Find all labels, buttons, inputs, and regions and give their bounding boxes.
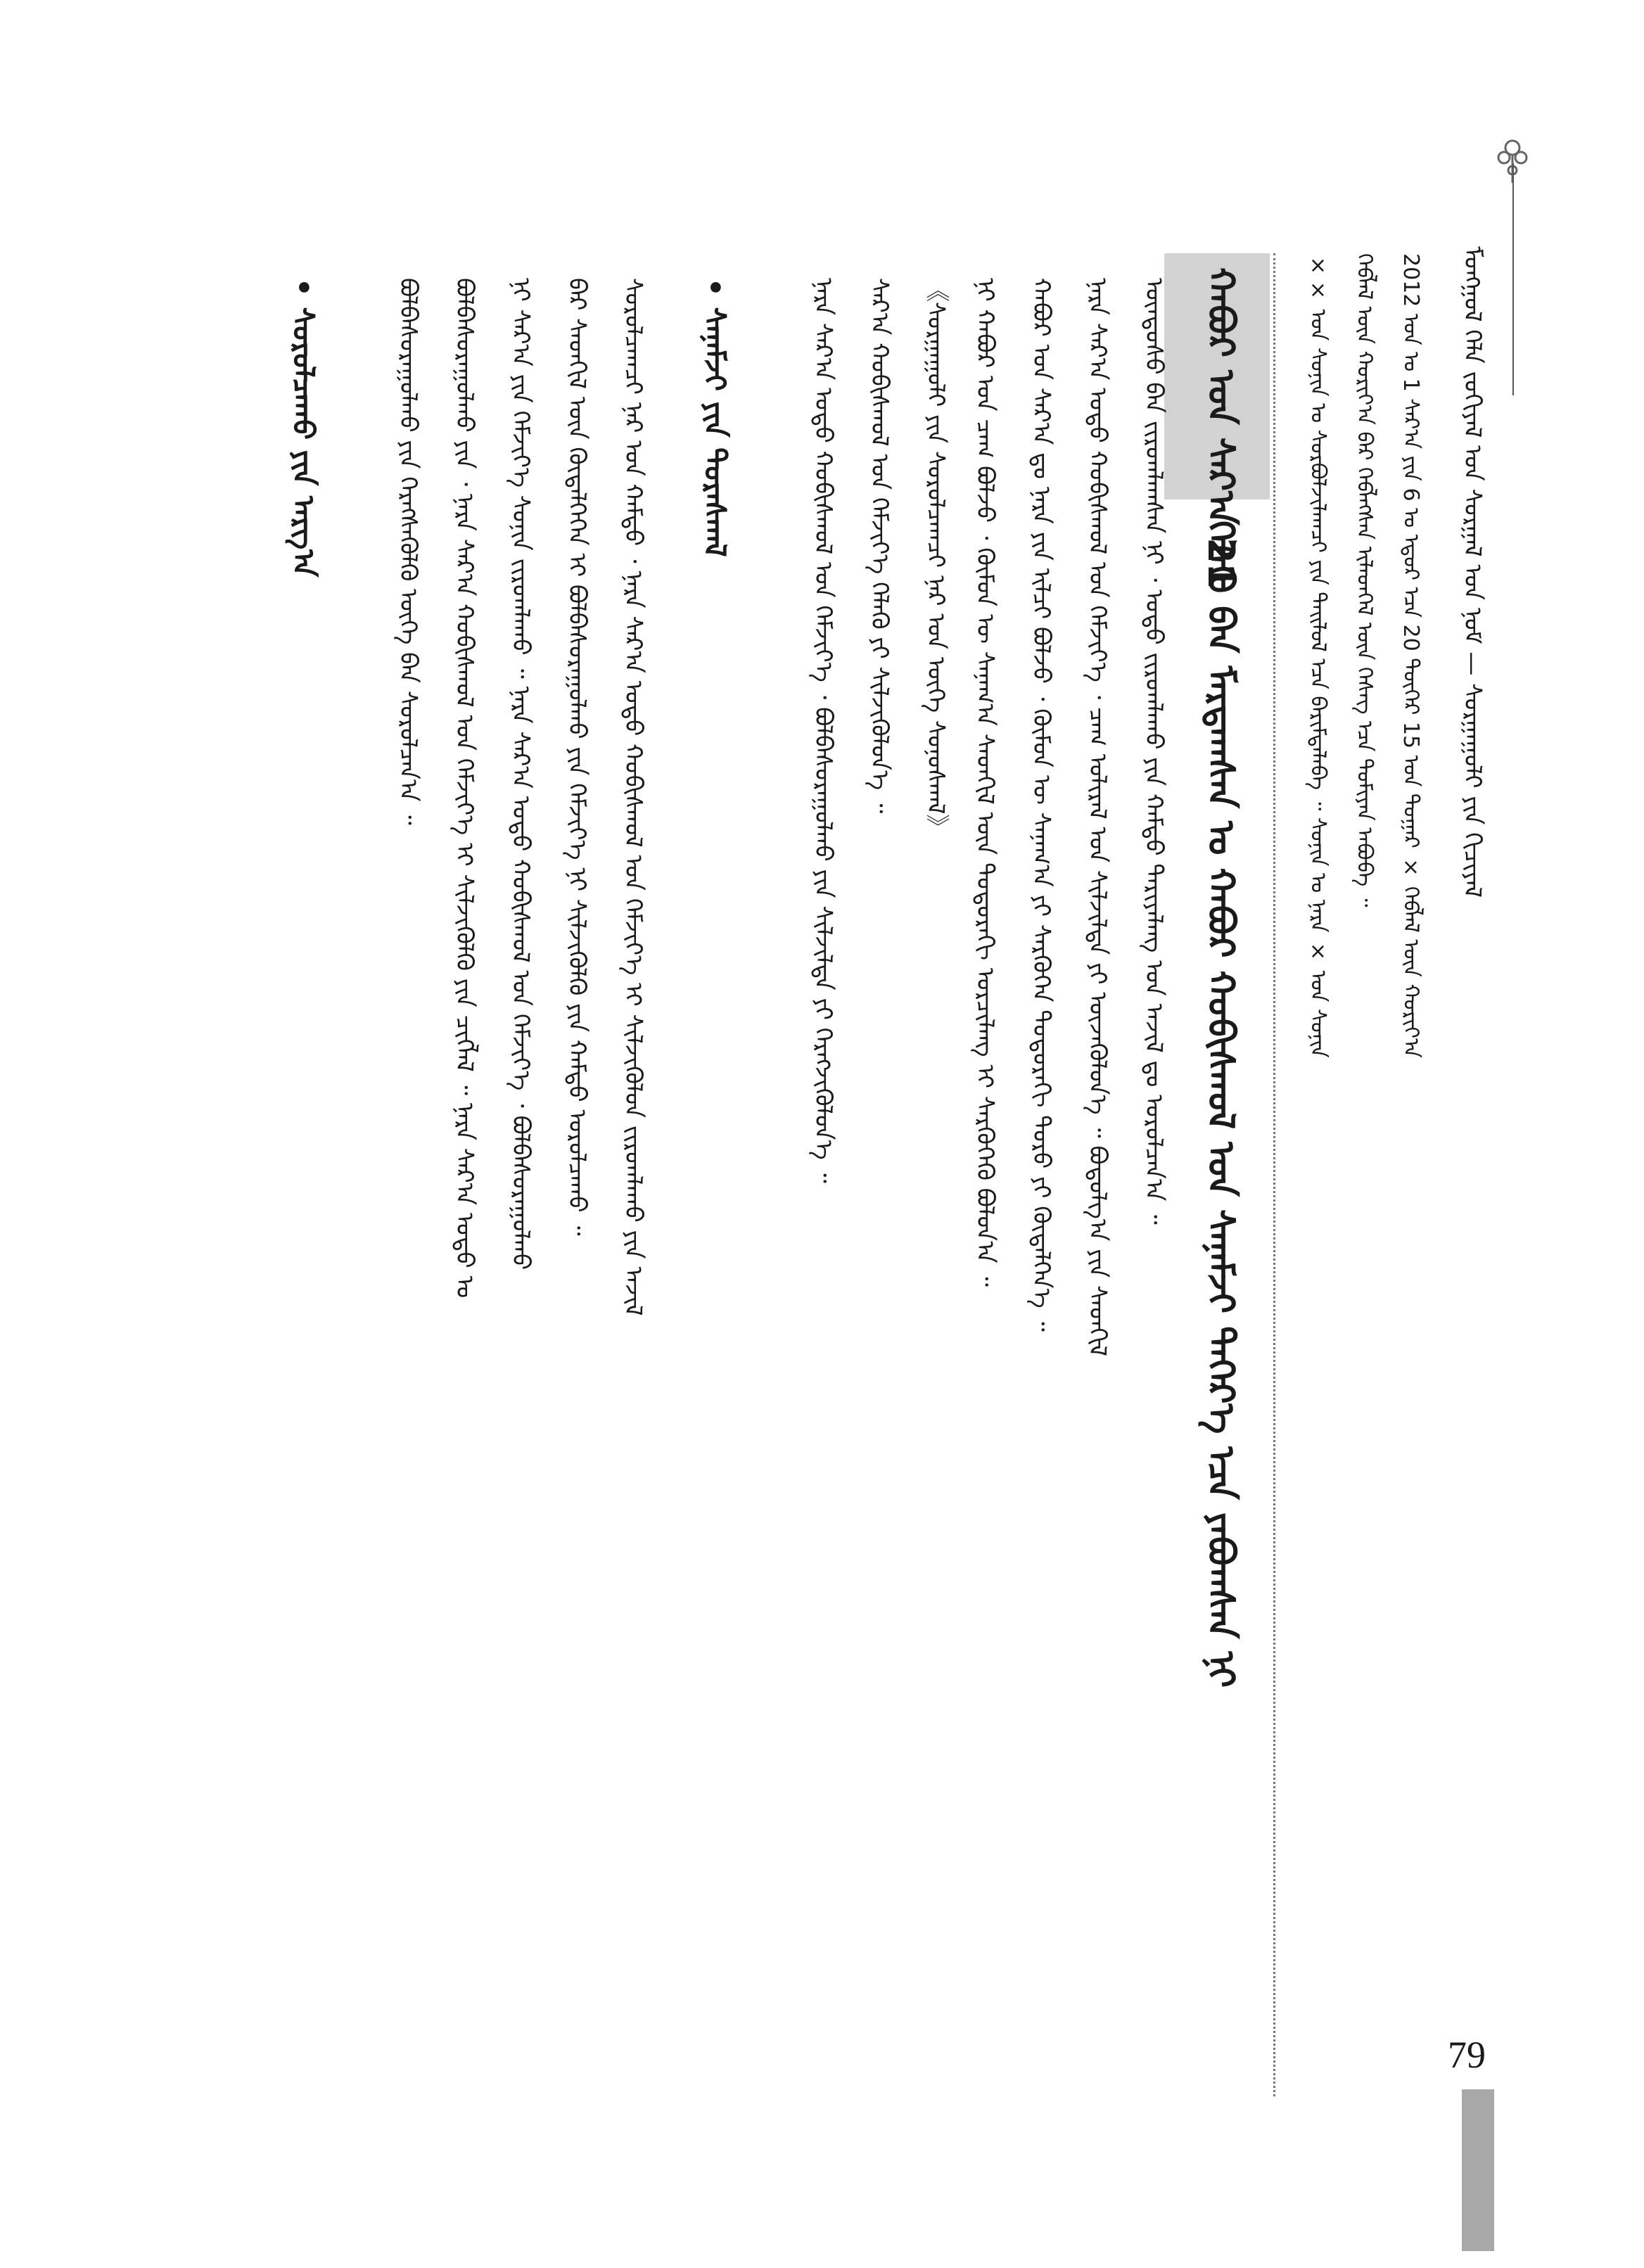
- paragraph-line: ᠨᠠᠷᠠ ᠰᠠᠷ᠎ᠠ ᠣᠳᠣ ᠬᠤᠪᠢᠰᠬᠤᠯ ᠤᠨ ᠬᠡᠮᠵᠢᠶ᠎ᠡ ᠂ ᠴᠠᠭ ᠤᠯᠢᠷᠠᠯ ᠤᠨ ᠰᠢᠯᠵᠢᠯᠲᠡ ᠶᠢ ᠦᠵᠡᠭᠦᠯᠦᠨ᠎ᠡ ᠃ ᠪᠣᠳᠤᠯᠭ᠎ᠠ ᠶᠢᠨ ᠰᠡᠳᠬᠢᠯ: [1083, 278, 1111, 1357]
- body-paragraph-3: [380, 278, 661, 2107]
- paragraph-line: ᠰᠠᠷ᠎ᠠ ᠬᠤᠪᠢᠰᠬᠤᠯ ᠤᠨ ᠬᠡᠮᠵᠢᠶ᠎ᠡ ᠬᠡᠯᠡᠬᠦ ᠶᠢ ᠰᠢᠯᠵᠢᠭᠦᠯᠦᠨ᠎ᠡ ᠃: [865, 278, 893, 814]
- title-highlight: ᠬᠠᠪᠤᠷ ᠤᠨ ᠰᠠᠷ᠎ᠠ 21: [1199, 267, 1242, 589]
- footnote-divider: [1273, 253, 1275, 2096]
- footnote-line: 2012 ᠣᠨ ᠤ 1 ᠰᠠᠷ᠎ᠠ ᠶᠢᠨ 6 ᠤ ᠡᠳᠦᠷ ᠡᠴᠡ 20 ᠳᠦᠭᠡᠷ 15 ᠤᠨ ᠳᠤᠭᠠᠷ × ᠬᠡᠪᠯᠡᠯ ᠦᠨ ᠬᠣᠷᠢᠶ᠎ᠠ: [1398, 253, 1423, 1058]
- paragraph-line: ᠬᠠᠪᠤᠷ ᠤᠨ ᠰᠠᠷ᠎ᠠ ᠳᠤ ᠨᠠᠷᠠ ᠶᠢᠨ ᠢᠯᠴᠢ ᠪᠣᠯᠵᠤ ᠂ ᠬᠦᠮᠦᠨ ᠦ ᠰᠠᠨᠠᠭ᠎ᠠ ᠶᠢ ᠰᠡᠷᠭᠦᠭᠡᠨ ᠳᠣᠲᠣᠷᠠᠬᠢ ᠳᠣᠷᠤ ᠶᠢ ᠬᠥᠳᠡᠯᠭᠡᠨ᠎ᠡ ᠃: [1027, 278, 1055, 1332]
- paragraph-line: ᠨᠢ ᠬᠠᠪᠤᠷ ᠤᠨ ᠴᠠᠭ ᠪᠣᠯᠵᠤ ᠂ ᠬᠦᠮᠦᠨ ᠦ ᠰᠠᠨᠠᠭ᠎ᠠ ᠰᠡᠳᠬᠢᠯ ᠦᠨ ᠳᠣᠲᠣᠷᠠᠬᠢ ᠣᠷᠴᠢᠯᠠᠩ ᠢ ᠰᠡᠷᠭᠦᠭᠡᠬᠦ ᠪᠣᠯᠤᠨ᠎ᠠ ᠃: [971, 278, 999, 1287]
- citation-line: 《ᠰᠤᠷᠭᠠᠭᠤᠯᠢ ᠶᠢᠨ ᠰᠤᠷᠤᠯᠴᠠᠭᠴᠢ ᠨᠠᠷ ᠤᠨ ᠦᠭᠡ ᠰᠣᠨᠤᠰᠬᠠᠯ》: [922, 278, 950, 839]
- footnote-line: ×× ᠤᠨ ᠰᠣᠨᠢᠨ ᠤ ᠰᠤᠷᠪᠤᠯᠵᠢᠯᠠᠭᠴᠢ ᠶᠢᠨ ᠲᠠᠢᠯᠤᠯ ᠡᠴᠡ ᠪᠠᠷᠢᠮᠲᠠᠯᠠᠪᠠ ᠃ ᠰᠣᠨᠢᠨ ᠤ ᠨᠡᠷᠡ × ᠤᠨ ᠰᠣᠨᠢᠨ: [1306, 253, 1330, 1058]
- section-heading-2: • ᠰᠤᠷᠤᠯᠴᠠᠬᠤ ᠶᠢᠨ ᠠᠷᠭ᠎ᠠ: [286, 278, 321, 578]
- paragraph-line: ᠰᠤᠷᠤᠯᠴᠠᠭᠴᠢ ᠨᠠᠷ ᠤᠨ ᠬᠠᠮᠲᠤ ᠂ ᠨᠠᠷᠠ ᠰᠠᠷ᠎ᠠ ᠣᠳᠣ ᠬᠤᠪᠢᠰᠬᠤᠯ ᠤᠨ ᠬᠡᠮᠵᠢᠶ᠎ᠡ ᠢ ᠰᠢᠯᠵᠢᠭᠦᠯᠦᠨ ᠵᠢᠷᠤᠭᠯᠠᠬᠤ ᠶᠢᠨ ᠠᠵᠢᠯ: [619, 278, 647, 1316]
- paragraph-line: ᠦᠨᠳᠦᠰᠦ ᠪᠡᠨ ᠵᠢᠷᠤᠭᠯᠠᠭᠰᠠᠨ ᠨᠢ ᠂ ᠣᠳᠣ ᠵᠢᠷᠤᠭᠯᠠᠬᠤ ᠶᠢᠨ ᠬᠠᠮᠲᠤ ᠲᠠᠷᠢᠶᠠᠯᠠᠩ ᠤᠨ ᠠᠵᠢᠯ ᠳᠤ ᠣᠷᠣᠯᠴᠠᠨ᠎ᠠ ᠃: [1140, 278, 1168, 1225]
- paragraph-line: ᠪᠠᠷ ᠰᠡᠳᠬᠢᠯ ᠦᠨ ᠬᠥᠳᠡᠯᠭᠡᠭᠡᠨ ᠢ ᠪᠣᠯᠪᠠᠰᠤᠷᠠᠭᠤᠯᠬᠤ ᠶᠢᠨ ᠬᠡᠮᠵᠢᠶ᠎ᠡ ᠨᠢ ᠰᠢᠯᠵᠢᠭᠦᠯᠬᠦ ᠶᠢᠨ ᠬᠠᠮᠲᠤ ᠣᠷᠣᠯᠴᠠᠬᠤ ᠃: [563, 278, 591, 1236]
- footnote-line: ᠬᠡᠪᠯᠡᠯ ᠦᠨ ᠬᠣᠷᠢᠶ᠎ᠠ ᠪᠠᠷ ᠬᠡᠪᠯᠡᠭᠰᠡᠨ ᠢᠯᠡᠳᠬᠡᠯ ᠦᠨ ᠬᠡᠰᠡᠭ ᠡᠴᠡ ᠲᠣᠮᠢᠶᠠᠨ ᠠᠪᠤᠪᠠ ᠃: [1352, 253, 1377, 907]
- page-title: ᠬᠡᠯᠡᠬᠦ ᠪᠡᠨ ᠮᠠᠷᠲᠠᠭᠰᠠᠨ ᠤ ᠬᠠᠪᠤᠷ ᠬᠤᠪᠢᠰᠬᠤᠯ ᠤᠨ ᠰᠠᠨᠠᠮᠵᠢ ᠳᠡᠭᠡᠷ᠎ᠡ ᠡᠴᠡ ᠶᠠᠪᠤᠭᠰᠠᠨ ᠨᠢ: [1199, 521, 1242, 1688]
- paragraph-line: ᠪᠣᠯᠪᠠᠰᠤᠷᠠᠭᠤᠯᠬᠤ ᠶᠢᠨ ᠂ ᠨᠠᠷᠠ ᠰᠠᠷ᠎ᠠ ᠬᠤᠪᠢᠰᠬᠤᠯ ᠤᠨ ᠬᠡᠮᠵᠢᠶ᠎ᠡ ᠢ ᠰᠢᠯᠵᠢᠭᠦᠯᠬᠦ ᠶᠢᠨ ᠴᠢᠭᠯᠡᠯ ᠃ ᠨᠠᠷᠠ ᠰᠠᠷ᠎ᠠ ᠣᠳᠣ ᠤ: [450, 278, 478, 1299]
- body-paragraph-2: [795, 278, 964, 2107]
- section-heading-1: • ᠰᠠᠨᠠᠮᠵᠢ ᠶᠢᠨ ᠳᠤᠷᠠᠰᠬᠠᠯ: [698, 278, 732, 557]
- paragraph-line: ᠨᠢ ᠰᠠᠷ᠎ᠠ ᠶᠢᠨ ᠬᠡᠮᠵᠢᠶ᠎ᠡ ᠰᠣᠨᠢᠨ ᠵᠢᠷᠤᠭᠯᠠᠬᠤ ᠃ ᠨᠠᠷᠠ ᠰᠠᠷ᠎ᠠ ᠣᠳᠣ ᠬᠤᠪᠢᠰᠬᠤᠯ ᠤᠨ ᠬᠡᠮᠵᠢᠶ᠎ᠡ ᠂ ᠪᠣᠯᠪᠠᠰᠤᠷᠠᠭᠤᠯᠬᠤ: [506, 278, 535, 1270]
- paragraph-line: ᠪᠣᠯᠪᠠᠰᠤᠷᠠᠭᠤᠯᠬᠤ ᠶᠢᠨ ᠬᠡᠷᠡᠭᠰᠡᠭᠦᠯᠬᠦ ᠦᠭᠡ ᠪᠡᠨ ᠰᠤᠷᠤᠯᠴᠠᠨ᠎ᠠ ᠃: [394, 278, 422, 825]
- page-tab: [1462, 2089, 1494, 2251]
- running-header: ᠮᠣᠩᠭᠣᠯ ᠬᠡᠯᠡ ᠵᠣᠬᠢᠶᠠᠯ ᠤᠨ ᠰᠤᠷᠭᠠᠯ ᠤᠨ ᠨᠤᠮ — ᠰᠤᠷᠭᠠᠭᠤᠯᠢ ᠶᠢᠨ ᠬᠢᠴᠢᠶᠡᠯ: [1458, 246, 1486, 898]
- footnote-block: [1294, 253, 1434, 1058]
- page-number: 79: [1448, 2034, 1486, 2076]
- header-rule: [1512, 163, 1514, 395]
- paragraph-line: ᠨᠠᠷᠠ ᠰᠠᠷ᠎ᠠ ᠣᠳᠣ ᠬᠤᠪᠢᠰᠬᠤᠯ ᠤᠨ ᠬᠡᠮᠵᠢᠶ᠎ᠡ ᠂ ᠪᠣᠯᠪᠠᠰᠤᠷᠠᠭᠤᠯᠬᠤ ᠶᠢᠨ ᠰᠢᠯᠵᠢᠯᠲᠡ ᠶᠢ ᠬᠡᠷᠡᠭᠵᠢᠭᠦᠯᠦᠨ᠎ᠡ ᠃: [809, 278, 837, 1183]
- body-paragraph-1: [957, 278, 1182, 2107]
